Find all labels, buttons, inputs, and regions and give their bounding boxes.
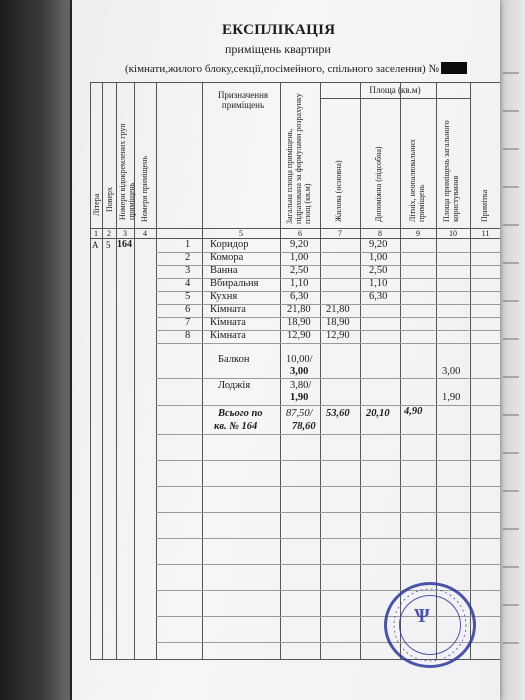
header-auxiliary-area: Допоміжна (підсобна)	[374, 146, 383, 222]
explication-table	[90, 82, 500, 660]
balcony-total-a: 10,00/	[286, 354, 313, 365]
room-number: 6	[185, 304, 191, 315]
room-total: 9,20	[290, 239, 309, 250]
room-aux: 9,20	[369, 239, 388, 250]
col-number: 3	[123, 229, 127, 238]
room-number: 1	[185, 239, 191, 250]
room-living: 21,80	[326, 304, 350, 315]
col-number: 8	[378, 229, 382, 238]
loggia-total-a: 3,80/	[290, 380, 312, 391]
header-total-area: Загальна площа приміщень, підрахована за формулами розрахунку площ (кв.м)	[285, 93, 312, 224]
header-note: Примітка	[480, 189, 489, 222]
room-name: Ванна	[210, 265, 238, 276]
official-seal	[384, 582, 476, 668]
header-summer-area: Літніх, неопалювальних приміщень	[408, 139, 426, 222]
room-aux: 1,10	[369, 278, 388, 289]
header-floor: Поверх	[105, 186, 114, 212]
room-living: 12,90	[326, 330, 350, 341]
room-name: Кімната	[210, 304, 246, 315]
group-floor: 5	[106, 240, 111, 250]
document-subtitle: приміщень квартири	[225, 42, 331, 56]
room-aux: 2,50	[369, 265, 388, 276]
redaction-block	[441, 62, 467, 74]
totals-total-b: 78,60	[292, 421, 316, 432]
col-number: 5	[239, 229, 243, 238]
header-litera: Літера	[92, 193, 101, 216]
header-group-number: Номери відокремлених груп приміщень	[118, 123, 136, 220]
col-number: 2	[107, 229, 111, 238]
col-number: 1	[94, 229, 98, 238]
group-number: 164	[117, 239, 132, 250]
room-name: Кухня	[210, 291, 238, 302]
balcony-summer: 3,00	[442, 366, 461, 377]
document-title: ЕКСПЛІКАЦІЯ	[222, 22, 336, 38]
header-room-number: Номери приміщень	[140, 155, 149, 222]
room-total: 1,00	[290, 252, 309, 263]
room-number: 8	[185, 330, 191, 341]
room-aux: 6,30	[369, 291, 388, 302]
room-number: 4	[185, 278, 191, 289]
balcony-total-b: 3,00	[290, 366, 309, 377]
room-name: Коридор	[210, 239, 249, 250]
col-number: 9	[416, 229, 420, 238]
group-litera: А	[92, 240, 99, 250]
header-common-area: Площа приміщень загального користування	[442, 120, 460, 222]
header-area-group: Площа (кв.м)	[369, 85, 421, 95]
room-total: 12,90	[287, 330, 311, 341]
room-total: 2,50	[290, 265, 309, 276]
room-name: Комора	[210, 252, 244, 263]
col-number: 7	[338, 229, 342, 238]
trident-emblem-icon: Ѱ	[414, 605, 430, 627]
photo-background-left	[0, 0, 70, 700]
col-number: 11	[481, 229, 490, 238]
room-name: Кімната	[210, 330, 246, 341]
room-total: 6,30	[290, 291, 309, 302]
totals-total-a: 87,50/	[286, 408, 313, 419]
totals-aux: 20,10	[366, 408, 390, 419]
room-name: Кімната	[210, 317, 246, 328]
totals-label-1: Всього по	[218, 408, 263, 419]
balcony-name: Балкон	[218, 354, 250, 365]
loggia-total-b: 1,90	[290, 392, 309, 403]
room-total: 1,10	[290, 278, 309, 289]
room-name: Вбиральня	[210, 278, 259, 289]
room-aux: 1,00	[369, 252, 388, 263]
room-total: 21,80	[287, 304, 311, 315]
col-number: 4	[143, 229, 147, 238]
room-number: 3	[185, 265, 191, 276]
subtitle-detail-text: (кімнати,жилого блоку,секції,посімейного, спільного заселення) №	[125, 63, 439, 75]
header-purpose: Призначення приміщень	[217, 90, 269, 110]
document-page	[72, 0, 500, 700]
totals-summer: 4,90	[404, 406, 423, 417]
header-living-area: Жилова (основна)	[334, 160, 343, 222]
col-number: 6	[298, 229, 302, 238]
totals-living: 53,60	[326, 408, 350, 419]
room-number: 5	[185, 291, 191, 302]
room-number: 7	[185, 317, 191, 328]
loggia-summer: 1,90	[442, 392, 461, 403]
background-marks	[503, 50, 519, 650]
seal-inner-ring	[399, 595, 461, 655]
room-total: 18,90	[287, 317, 311, 328]
loggia-name: Лоджія	[218, 380, 251, 391]
room-living: 18,90	[326, 317, 350, 328]
col-number: 10	[449, 229, 457, 238]
room-number: 2	[185, 252, 191, 263]
document-subtitle-detail	[125, 62, 467, 75]
totals-label-2: кв. № 164	[214, 421, 258, 432]
